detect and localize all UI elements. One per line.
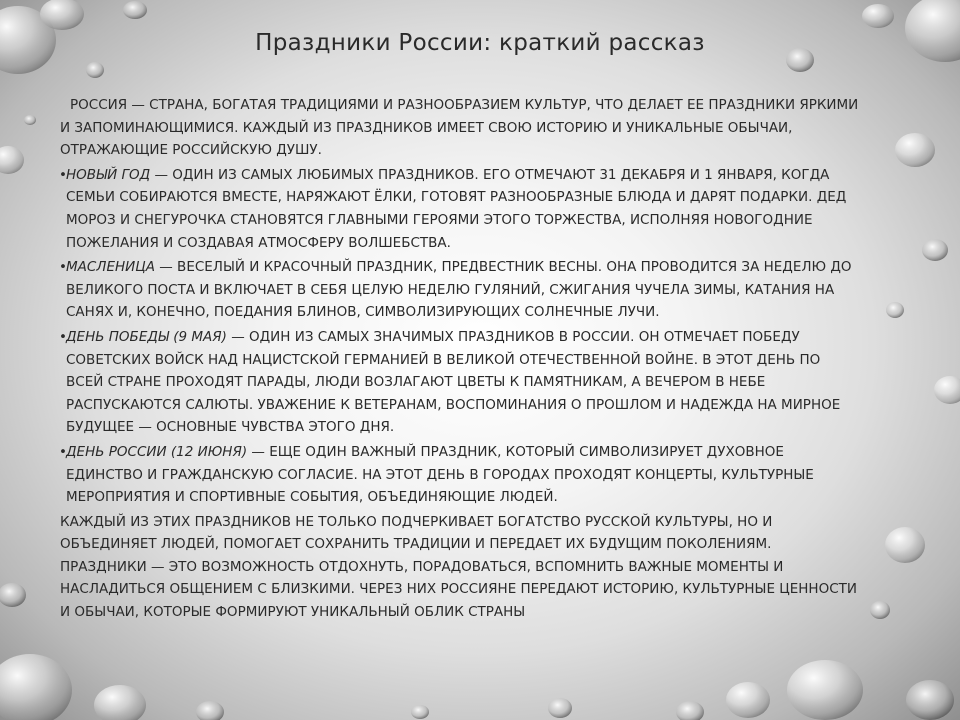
water-drop xyxy=(906,680,954,720)
water-drop xyxy=(548,698,572,718)
slide-title: Праздники России: краткий рассказ xyxy=(255,30,705,56)
water-drop xyxy=(40,0,84,30)
water-drop xyxy=(0,583,26,607)
holiday-name: ДЕНЬ ПОБЕДЫ (9 МАЯ) xyxy=(66,328,227,345)
water-drop xyxy=(411,705,429,719)
holiday-name: НОВЫЙ ГОД xyxy=(66,166,151,183)
holiday-description: — ОДИН ИЗ САМЫХ ЗНАЧИМЫХ ПРАЗДНИКОВ В РОССИИ. ОН ОТМЕЧАЕТ ПОБЕДУ СОВЕТСКИХ ВОЙСК НАД НАЦИСТСКОЙ ГЕРМАНИЕЙ В ВЕЛИКОЙ ОТЕЧЕСТВЕННОЙ ВОЙНЕ. В ЭТОТ ДЕНЬ ПО ВСЕЙ СТРАНЕ ПРОХОДЯТ ПАРАДЫ, ЛЮДИ ВОЗЛАГАЮТ ЦВЕТЫ К ПАМЯТНИКАМ, А ВЕЧЕРОМ В НЕБЕ РАСПУСКАЮТСЯ САЛЮТЫ. УВАЖЕНИЕ К ВЕТЕРАНАМ, ВОСПОМИНАНИЯ О ПРОШЛОМ И НАДЕЖДА НА МИРНОЕ БУДУЩЕЕ — ОСНОВНЫЕ ЧУВСТВА ЭТОГО ДНЯ. xyxy=(66,328,841,436)
holiday-name: МАСЛЕНИЦА xyxy=(66,259,155,276)
bullet-russia-day xyxy=(60,441,860,509)
water-drop xyxy=(862,4,894,28)
holiday-name: ДЕНЬ РОССИИ (12 ИЮНЯ) xyxy=(66,443,248,460)
holiday-description: — ОДИН ИЗ САМЫХ ЛЮБИМЫХ ПРАЗДНИКОВ. ЕГО ОТМЕЧАЮТ 31 ДЕКАБРЯ И 1 ЯНВАРЯ, КОГДА СЕМЬИ СОБИРАЮТСЯ ВМЕСТЕ, НАРЯЖАЮТ ЁЛКИ, ГОТОВЯТ РАЗНООБРАЗНЫЕ БЛЮДА И ДАРЯТ ПОДАРКИ. ДЕД МОРОЗ И СНЕГУРОЧКА СТАНОВЯТСЯ ГЛАВНЫМИ ГЕРОЯМИ ЭТОГО ТОРЖЕСТВА, ИСПОЛНЯЯ НОВОГОДНИЕ ПОЖЕЛАНИЯ И СОЗДАВАЯ АТМОСФЕРУ ВОЛШЕБСТВА. xyxy=(66,166,847,251)
water-drop xyxy=(0,654,72,720)
bullet-marker: • xyxy=(59,166,67,183)
water-drop xyxy=(196,701,224,720)
water-drop xyxy=(0,146,24,174)
bullet-victory-day xyxy=(60,326,860,439)
bullet-new-year xyxy=(60,164,860,254)
conclusion-paragraph: КАЖДЫЙ ИЗ ЭТИХ ПРАЗДНИКОВ НЕ ТОЛЬКО ПОДЧЕРКИВАЕТ БОГАТСТВО РУССКОЙ КУЛЬТУРЫ, НО И ОБЪЕДИНЯЕТ ЛЮДЕЙ, ПОМОГАЕТ СОХРАНИТЬ ТРАДИЦИИ И ПЕРЕДАЕТ ИХ БУДУЩИМ ПОКОЛЕНИЯМ. ПРАЗДНИКИ — ЭТО ВОЗМОЖНОСТЬ ОТДОХНУТЬ, ПОРАДОВАТЬСЯ, ВСПОМНИТЬ ВАЖНЫЕ МОМЕНТЫ И НАСЛАДИТЬСЯ ОБЩЕНИЕМ С БЛИЗКИМИ. ЧЕРЕЗ НИХ РОССИЯНЕ ПЕРЕДАЮТ ИСТОРИЮ, КУЛЬТУРНЫЕ ЦЕННОСТИ И ОБЫЧАИ, КОТОРЫЕ ФОРМИРУЮТ УНИКАЛЬНЫЙ ОБЛИК СТРАНЫ xyxy=(60,513,857,621)
water-drop xyxy=(934,376,960,404)
water-drop xyxy=(94,685,146,720)
water-drop xyxy=(895,133,935,167)
water-drop xyxy=(726,682,770,718)
holiday-description: — ВЕСЕЛЫЙ И КРАСОЧНЫЙ ПРАЗДНИК, ПРЕДВЕСТНИК ВЕСНЫ. ОНА ПРОВОДИТСЯ ЗА НЕДЕЛЮ ДО ВЕЛИКОГО ПОСТА И ВКЛЮЧАЕТ В СЕБЯ ЦЕЛУЮ НЕДЕЛЮ ГУЛЯНИЙ, СЖИГАНИЯ ЧУЧЕЛА ЗИМЫ, КАТАНИЯ НА САНЯХ И, КОНЕЧНО, ПОЕДАНИЯ БЛИНОВ, СИМВОЛИЗИРУЮЩИХ СОЛНЕЧНЫЕ ЛУЧИ. xyxy=(66,259,852,321)
water-drop xyxy=(123,1,147,19)
intro-paragraph: РОССИЯ — СТРАНА, БОГАТАЯ ТРАДИЦИЯМИ И РАЗНООБРАЗИЕМ КУЛЬТУР, ЧТО ДЕЛАЕТ ЕЕ ПРАЗДНИКИ ЯРКИМИ И ЗАПОМИНАЮЩИМИСЯ. КАЖДЫЙ ИЗ ПРАЗДНИКОВ ИМЕЕТ СВОЮ ИСТОРИЮ И УНИКАЛЬНЫЕ ОБЫЧАИ, ОТРАЖАЮЩИЕ РОССИЙСКУЮ ДУШУ. xyxy=(60,97,859,159)
holiday-description: — ЕЩЕ ОДИН ВАЖНЫЙ ПРАЗДНИК, КОТОРЫЙ СИМВОЛИЗИРУЕТ ДУХОВНОЕ ЕДИНСТВО И ГРАЖДАНСКУЮ СОГЛАСИЕ. НА ЭТОТ ДЕНЬ В ГОРОДАХ ПРОХОДЯТ КОНЦЕРТЫ, КУЛЬТУРНЫЕ МЕРОПРИЯТИЯ И СПОРТИВНЫЕ СОБЫТИЯ, ОБЪЕДИНЯЮЩИЕ ЛЮДЕЙ. xyxy=(66,443,814,506)
bullet-maslenitsa xyxy=(60,256,860,324)
water-drop xyxy=(870,601,890,619)
water-drop xyxy=(676,701,704,720)
water-drop xyxy=(886,302,904,318)
water-drop xyxy=(922,239,948,261)
water-drop xyxy=(24,115,36,125)
water-drop xyxy=(86,62,104,78)
slide-body xyxy=(60,94,860,624)
bullet-marker: • xyxy=(59,328,67,345)
bullet-marker: • xyxy=(59,443,67,460)
water-drop xyxy=(885,527,925,563)
water-drop xyxy=(787,660,863,720)
bullet-marker: • xyxy=(59,259,67,276)
